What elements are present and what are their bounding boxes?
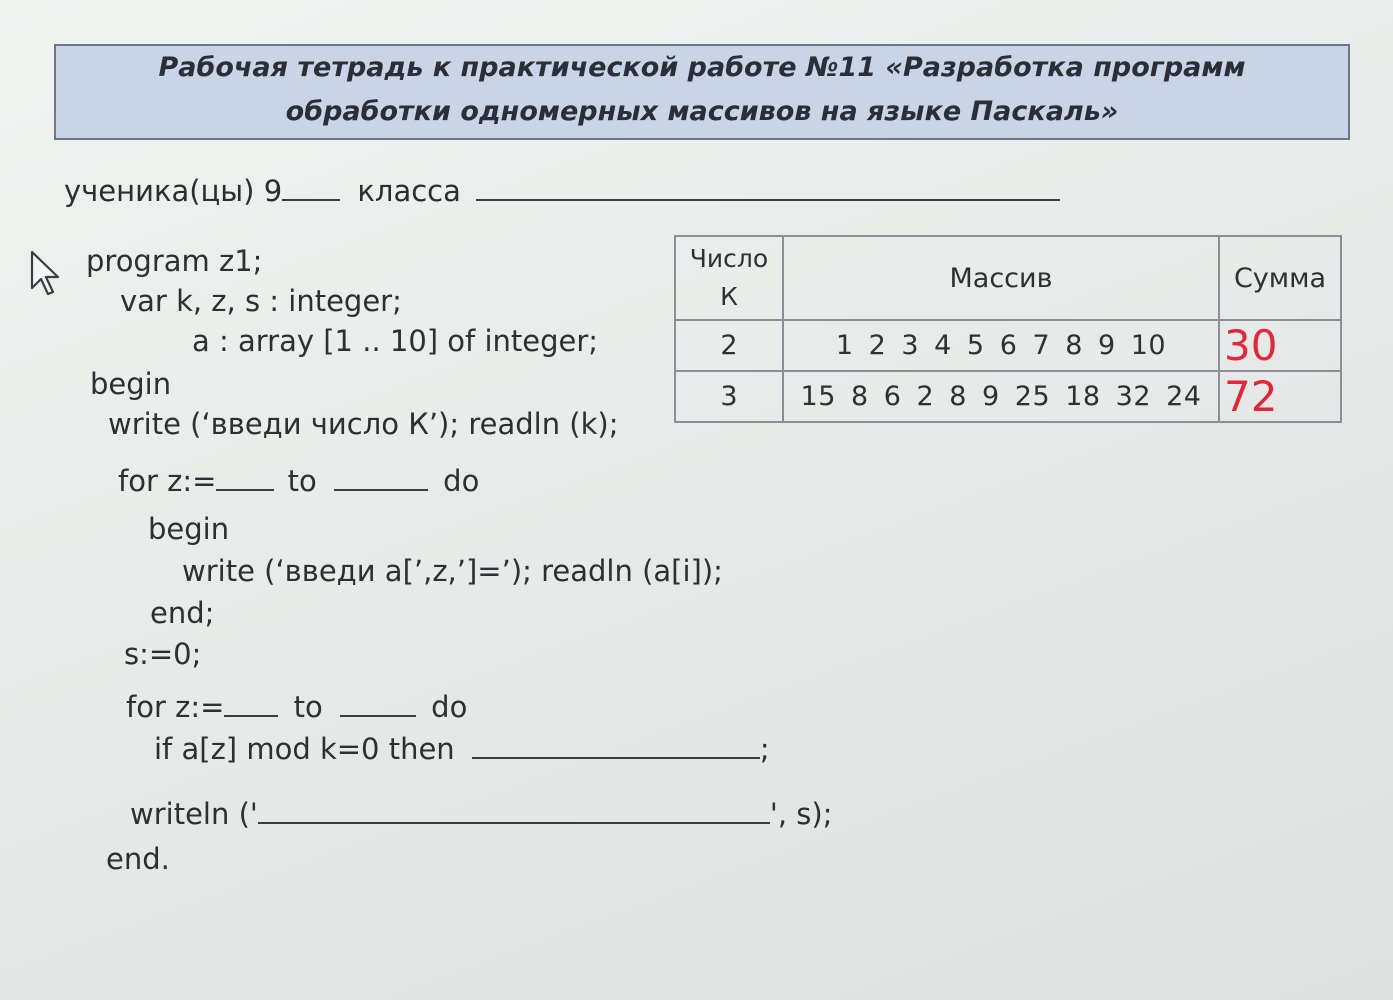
grade-letter-blank[interactable] — [282, 177, 340, 201]
mouse-pointer-icon — [30, 250, 62, 298]
writeln-text-blank[interactable] — [258, 800, 770, 824]
code-line-11 — [126, 690, 467, 724]
if-condition: if a[z] mod k=0 then — [154, 732, 455, 766]
writeln-close: ', s); — [769, 797, 833, 831]
do-keyword: do — [443, 464, 480, 498]
header-k-line-1: Число — [689, 244, 769, 273]
student-line — [64, 174, 1060, 208]
row-2-k: 3 — [675, 371, 783, 422]
to-keyword: to — [287, 464, 317, 498]
code-line-8: write (‘введи a[’,z,’]=’); readln (a[i]); — [182, 554, 723, 588]
code-line-7: begin — [148, 512, 230, 546]
code-line-13 — [130, 797, 832, 831]
loop2-end-blank[interactable] — [340, 693, 416, 717]
for-keyword: for z:= — [118, 464, 217, 498]
code-line-1: program z1; — [86, 244, 263, 278]
row-2-sum[interactable]: 72 — [1219, 371, 1341, 422]
code-line-10: s:=0; — [124, 637, 202, 671]
header-sum: Сумма — [1219, 236, 1341, 320]
table-row — [675, 371, 1341, 422]
code-line-3: a : array [1 .. 10] of integer; — [192, 324, 599, 358]
header-k — [675, 236, 783, 320]
code-line-12 — [154, 732, 770, 766]
loop2-start-blank[interactable] — [224, 693, 278, 717]
student-middle: класса — [357, 174, 461, 208]
if-action-blank[interactable] — [472, 735, 760, 759]
writeln-open: writeln (' — [130, 797, 258, 831]
table-header-row — [675, 236, 1341, 320]
student-prefix: ученика(цы) 9 — [64, 174, 283, 208]
code-line-5: write (‘введи число К’); readln (k); — [108, 407, 619, 441]
to-keyword: to — [293, 690, 323, 724]
row-2-array: 15 8 6 2 8 9 25 18 32 24 — [783, 371, 1219, 422]
code-line-14: end. — [106, 842, 170, 876]
student-name-blank[interactable] — [476, 177, 1060, 201]
semicolon: ; — [759, 732, 770, 766]
loop1-start-blank[interactable] — [216, 467, 274, 491]
row-1-sum[interactable]: 30 — [1219, 320, 1341, 371]
header-array: Массив — [783, 236, 1219, 320]
loop1-end-blank[interactable] — [334, 467, 428, 491]
code-line-9: end; — [150, 596, 215, 630]
title-box — [54, 44, 1350, 140]
row-1-array: 1 2 3 4 5 6 7 8 9 10 — [783, 320, 1219, 371]
code-line-4: begin — [90, 367, 172, 401]
code-line-6 — [118, 464, 479, 498]
code-line-2: var k, z, s : integer; — [120, 284, 402, 318]
title-line-2: обработки одномерных массивов на языке Паскаль» — [285, 96, 1119, 127]
header-k-line-2: К — [720, 282, 738, 311]
table-row — [675, 320, 1341, 371]
title-line-1: Рабочая тетрадь к практической работе №11 «Разработка программ — [158, 52, 1246, 83]
for-keyword: for z:= — [126, 690, 225, 724]
results-table — [674, 235, 1342, 423]
row-1-k: 2 — [675, 320, 783, 371]
do-keyword: do — [431, 690, 468, 724]
